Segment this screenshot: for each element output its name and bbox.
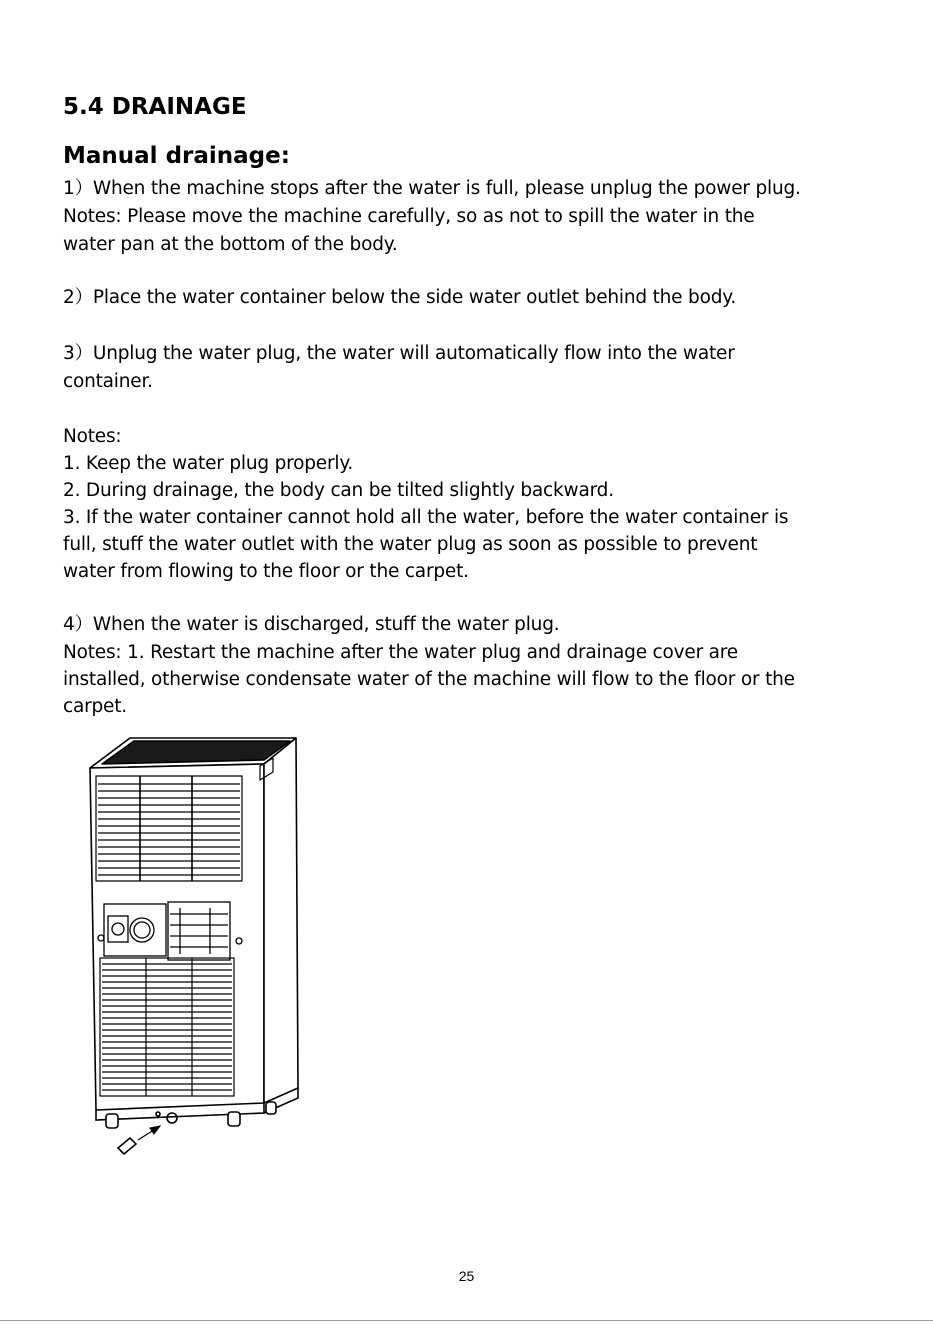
page-number: 25 bbox=[458, 1268, 475, 1284]
step-1-note-line-2: water pan at the bottom of the body. bbox=[63, 234, 398, 255]
step-3-text-line-1: 3）Unplug the water plug, the water will automatically flow into the water bbox=[63, 343, 735, 364]
note-3-line-3: water from flowing to the floor or the carpet. bbox=[63, 561, 469, 582]
note-3-line-2: full, stuff the water outlet with the water plug as soon as possible to prevent bbox=[63, 534, 758, 555]
step-4-note-line-3: carpet. bbox=[63, 696, 127, 717]
step-1-note-line-1: Notes: Please move the machine carefully, so as not to spill the water in the bbox=[63, 206, 755, 227]
note-3-line-1: 3. If the water container cannot hold all the water, before the water container is bbox=[63, 507, 789, 528]
air-conditioner-rear-illustration bbox=[88, 728, 308, 1160]
step-3-text-line-2: container. bbox=[63, 371, 153, 392]
step-4-text: 4）When the water is discharged, stuff the water plug. bbox=[63, 614, 560, 635]
section-title: 5.4 DRAINAGE bbox=[63, 94, 247, 120]
footer-rule bbox=[0, 1320, 933, 1321]
note-2: 2. During drainage, the body can be tilted slightly backward. bbox=[63, 480, 614, 501]
step-4-note-line-2: installed, otherwise condensate water of the machine will flow to the floor or the bbox=[63, 669, 795, 690]
note-1: 1. Keep the water plug properly. bbox=[63, 453, 354, 474]
step-4-note-line-1: Notes: 1. Restart the machine after the water plug and drainage cover are bbox=[63, 642, 738, 663]
step-2-text: 2）Place the water container below the side water outlet behind the body. bbox=[63, 287, 737, 308]
subsection-title: Manual drainage: bbox=[63, 143, 290, 169]
step-1-text: 1）When the machine stops after the water is full, please unplug the power plug. bbox=[63, 178, 801, 199]
notes-heading: Notes: bbox=[63, 426, 122, 447]
